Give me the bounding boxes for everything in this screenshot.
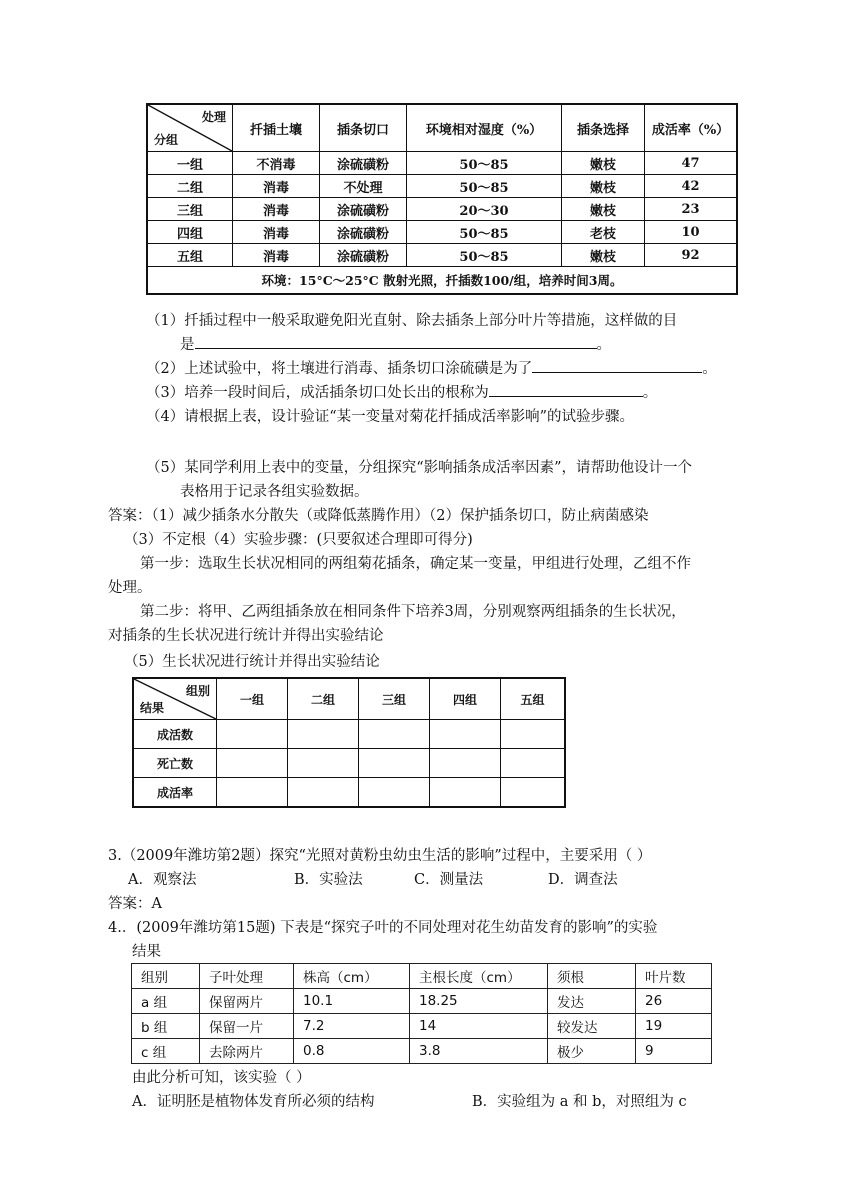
empty-cell xyxy=(501,720,566,749)
table-cell: 不处理 xyxy=(320,175,407,198)
table-cell: b 组 xyxy=(132,1014,200,1039)
table-cell: 涂硫磺粉 xyxy=(320,244,407,267)
corner-top-label: 处理 xyxy=(201,110,226,124)
table-cell: 保留两片 xyxy=(200,989,294,1014)
table-cell: 涂硫磺粉 xyxy=(320,198,407,221)
empty-cell xyxy=(217,720,288,749)
empty-cell xyxy=(288,749,359,778)
empty-cell xyxy=(288,778,359,808)
table-row xyxy=(147,244,737,267)
question-1-prefix: 是 xyxy=(180,337,195,353)
table-cell: 涂硫磺粉 xyxy=(320,221,407,244)
table-cell: 92 xyxy=(645,244,738,267)
table-cell: 五组 xyxy=(147,244,233,267)
empty-cell xyxy=(430,749,501,778)
header-cell: 叶片数 xyxy=(636,964,712,989)
results-table xyxy=(131,963,712,1064)
table-cell: a 组 xyxy=(132,989,200,1014)
row-label: 成活率 xyxy=(133,778,217,808)
table-cell: 四组 xyxy=(147,221,233,244)
table-cell: 消毒 xyxy=(233,198,320,221)
row-label: 成活数 xyxy=(133,720,217,749)
table-cell: 不消毒 xyxy=(233,152,320,175)
table-cell: 去除两片 xyxy=(200,1039,294,1064)
empty-cell xyxy=(501,749,566,778)
q4-stem-cont: 结果 xyxy=(132,944,161,960)
q4-stem: 4.．(2009年潍坊第15题) 下表是“探究子叶的不同处理对花生幼苗发育的影响”的实验 xyxy=(108,920,658,936)
answer-line-2: （3）不定根（4）实验步骤：(只要叙述合理即可得分) xyxy=(124,532,473,548)
q3-option-c: C．测量法 xyxy=(414,872,484,888)
q3-option-a: A．观察法 xyxy=(128,872,197,888)
table-footer-row xyxy=(147,267,737,295)
table-cell: 消毒 xyxy=(233,175,320,198)
answer-line-5: （5）生长状况进行统计并得出实验结论 xyxy=(124,654,380,670)
answer-blank xyxy=(489,381,643,397)
header-cell: 五组 xyxy=(501,678,566,720)
table-corner-cell xyxy=(147,104,233,152)
table-row xyxy=(147,175,737,198)
table-cell: 3.8 xyxy=(410,1039,548,1064)
answer-step-1-cont: 处理。 xyxy=(108,580,152,596)
experiment-table xyxy=(146,103,738,295)
table-row xyxy=(133,749,565,778)
question-2-text: （2）上述试验中，将土壤进行消毒、插条切口涂硫磺是为了 xyxy=(146,361,533,377)
table-row xyxy=(132,1039,712,1064)
answer-line-1: 答案：（1）减少插条水分散失（或降低蒸腾作用）（2）保护插条切口，防止病菌感染 xyxy=(108,508,649,524)
answer-step-1: 第一步：选取生长状况相同的两组菊花插条，确定某一变量，甲组进行处理，乙组不作 xyxy=(140,556,691,572)
record-table xyxy=(132,677,566,808)
header-cell: 插条切口 xyxy=(320,104,407,152)
answer-blank xyxy=(532,357,702,373)
table-cell: 19 xyxy=(636,1014,712,1039)
q3-option-d: D．调查法 xyxy=(548,872,618,888)
header-cell: 成活率（%） xyxy=(645,104,738,152)
question-2 xyxy=(146,357,717,378)
table-cell: 嫩枝 xyxy=(562,198,645,221)
table-cell: 消毒 xyxy=(233,221,320,244)
table-cell: 50～85 xyxy=(407,221,562,244)
environment-note: 环境：15°C～25°C 散射光照，扦插数100/组，培养时间3周。 xyxy=(147,267,737,295)
question-3-text: （3）培养一段时间后，成活插条切口处长出的根称为 xyxy=(146,385,489,401)
empty-cell xyxy=(430,778,501,808)
header-cell: 一组 xyxy=(217,678,288,720)
table-cell: 嫩枝 xyxy=(562,152,645,175)
question-4: （4）请根据上表，设计验证“某一变量对菊花扦插成活率影响”的试验步骤。 xyxy=(146,409,635,425)
table-cell: 三组 xyxy=(147,198,233,221)
empty-cell xyxy=(359,749,430,778)
question-2-end: 。 xyxy=(702,361,717,377)
table-cell: 二组 xyxy=(147,175,233,198)
row-label: 死亡数 xyxy=(133,749,217,778)
answer-blank xyxy=(195,333,597,349)
header-cell: 扦插土壤 xyxy=(233,104,320,152)
question-1-line-2 xyxy=(180,333,611,354)
table-cell: 20～30 xyxy=(407,198,562,221)
header-cell: 三组 xyxy=(359,678,430,720)
table-cell: 0.8 xyxy=(294,1039,410,1064)
table-cell: 一组 xyxy=(147,152,233,175)
question-5-line-1: （5）某同学利用上表中的变量，分组探究“影响插条成活率因素”，请帮助他设计一个 xyxy=(146,460,693,476)
table-cell: 保留一片 xyxy=(200,1014,294,1039)
q3-stem: 3.（2009年潍坊第2题）探究“光照对黄粉虫幼虫生活的影响”过程中，主要采用（ ） xyxy=(108,848,652,864)
question-3 xyxy=(146,381,657,402)
table-row xyxy=(132,989,712,1014)
empty-cell xyxy=(217,749,288,778)
question-5-line-2: 表格用于记录各组实验数据。 xyxy=(180,484,369,500)
table-row xyxy=(133,778,565,808)
table-row xyxy=(147,152,737,175)
table-corner-cell xyxy=(133,678,217,720)
q3-answer: 答案：A xyxy=(108,896,162,912)
header-cell: 须根 xyxy=(548,964,636,989)
table-row xyxy=(132,1014,712,1039)
table-cell: 50～85 xyxy=(407,152,562,175)
table-cell: 老枝 xyxy=(562,221,645,244)
table-cell: 消毒 xyxy=(233,244,320,267)
table-cell: 嫩枝 xyxy=(562,244,645,267)
table-cell: 42 xyxy=(645,175,738,198)
table-header-row xyxy=(132,964,712,989)
table-row xyxy=(147,198,737,221)
corner-bottom-label: 分组 xyxy=(154,133,179,147)
q3-option-b: B．实验法 xyxy=(294,872,363,888)
question-3-end: 。 xyxy=(642,385,658,401)
table-cell: 极少 xyxy=(548,1039,636,1064)
table-cell: 50～85 xyxy=(407,244,562,267)
table-cell: 7.2 xyxy=(294,1014,410,1039)
header-cell: 株高（cm） xyxy=(294,964,410,989)
table-cell: 10.1 xyxy=(294,989,410,1014)
table-cell: 涂硫磺粉 xyxy=(320,152,407,175)
header-cell: 环境相对湿度（%） xyxy=(407,104,562,152)
header-cell: 组别 xyxy=(132,964,200,989)
table-cell: 23 xyxy=(645,198,738,221)
table-cell: 嫩枝 xyxy=(562,175,645,198)
q4-option-a: A．证明胚是植物体发育所必须的结构 xyxy=(132,1094,375,1110)
q4-after: 由此分析可知，该实验（ ） xyxy=(132,1070,311,1086)
table-cell: 50～85 xyxy=(407,175,562,198)
table-cell: 26 xyxy=(636,989,712,1014)
empty-cell xyxy=(288,720,359,749)
table-cell: 发达 xyxy=(548,989,636,1014)
table-cell: c 组 xyxy=(132,1039,200,1064)
question-1-end: 。 xyxy=(596,337,611,353)
corner-bottom-label: 结果 xyxy=(140,701,165,715)
table-cell: 18.25 xyxy=(410,989,548,1014)
table-header-row xyxy=(133,678,565,720)
empty-cell xyxy=(501,778,566,808)
corner-top-label: 组别 xyxy=(185,684,210,698)
table-header-row xyxy=(147,104,737,152)
table-row xyxy=(133,720,565,749)
table-row xyxy=(147,221,737,244)
question-1-line-1: （1）扦插过程中一般采取避免阳光直射、除去插条上部分叶片等措施，这样做的目 xyxy=(146,313,678,329)
table-cell: 较发达 xyxy=(548,1014,636,1039)
empty-cell xyxy=(359,720,430,749)
answer-step-2: 第二步：将甲、乙两组插条放在相同条件下培养3周，分别观察两组插条的生长状况， xyxy=(140,604,686,620)
empty-cell xyxy=(359,778,430,808)
empty-cell xyxy=(217,778,288,808)
header-cell: 插条选择 xyxy=(562,104,645,152)
header-cell: 四组 xyxy=(430,678,501,720)
table-cell: 14 xyxy=(410,1014,548,1039)
empty-cell xyxy=(430,720,501,749)
answer-step-2-cont: 对插条的生长状况进行统计并得出实验结论 xyxy=(108,628,384,644)
header-cell: 二组 xyxy=(288,678,359,720)
table-cell: 47 xyxy=(645,152,738,175)
table-cell: 10 xyxy=(645,221,738,244)
header-cell: 主根长度（cm） xyxy=(410,964,548,989)
table-cell: 9 xyxy=(636,1039,712,1064)
q4-option-b: B．实验组为 a 和 b，对照组为 c xyxy=(472,1094,687,1110)
header-cell: 子叶处理 xyxy=(200,964,294,989)
